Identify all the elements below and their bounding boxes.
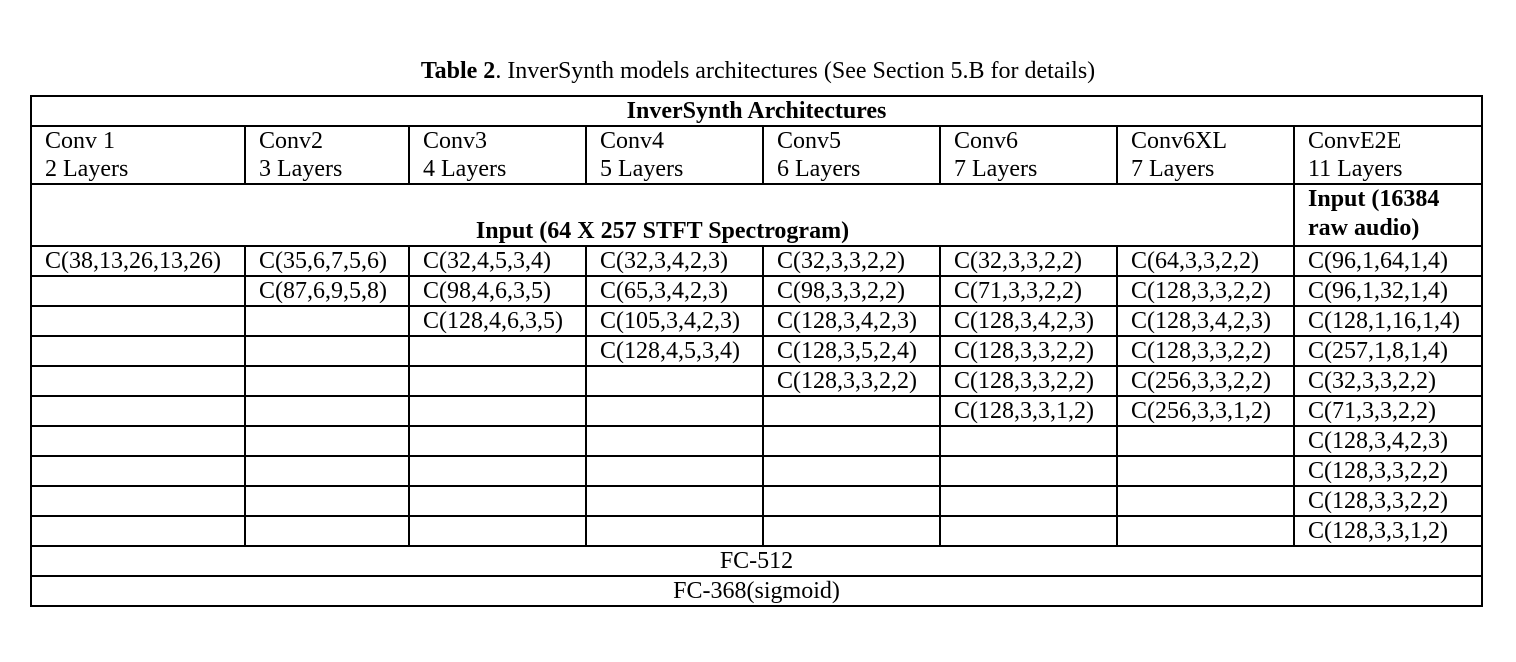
column-name: Conv 1 [31, 126, 245, 155]
input-raw-audio-line1: Input (16384 [1308, 186, 1440, 212]
layer-cell: C(128,3,3,2,2) [1294, 456, 1482, 486]
layer-cell [586, 366, 763, 396]
column-name-row [31, 126, 1482, 155]
layer-cell [245, 366, 409, 396]
layer-cell [763, 396, 940, 426]
layer-cell [940, 486, 1117, 516]
layer-cell [409, 456, 586, 486]
layer-cell: C(32,3,3,2,2) [763, 246, 940, 276]
layer-cell: C(65,3,4,2,3) [586, 276, 763, 306]
table-row [31, 456, 1482, 486]
table-row [31, 396, 1482, 426]
layer-cell [1117, 456, 1294, 486]
layer-cell: C(105,3,4,2,3) [586, 306, 763, 336]
layer-cell: C(128,3,3,2,2) [763, 366, 940, 396]
layer-cell: C(128,3,3,1,2) [940, 396, 1117, 426]
layer-cell: C(71,3,3,2,2) [940, 276, 1117, 306]
layer-cell [1117, 516, 1294, 546]
layer-cell [245, 516, 409, 546]
column-name: Conv6 [940, 126, 1117, 155]
table-row [31, 306, 1482, 336]
layer-cell [940, 426, 1117, 456]
layer-cell [31, 516, 245, 546]
input-row [31, 184, 1482, 246]
layer-cell: C(128,4,6,3,5) [409, 306, 586, 336]
column-name: ConvE2E [1294, 126, 1482, 155]
layer-cell [31, 396, 245, 426]
layer-cell [586, 396, 763, 426]
table-row [31, 336, 1482, 366]
layer-cell: C(128,3,4,2,3) [940, 306, 1117, 336]
layer-cell [409, 366, 586, 396]
layer-cell: C(128,3,5,2,4) [763, 336, 940, 366]
layer-cell [245, 426, 409, 456]
table-title: InverSynth Architectures [31, 96, 1482, 126]
layer-count: 7 Layers [940, 155, 1117, 184]
layer-cell: C(32,3,3,2,2) [1294, 366, 1482, 396]
layer-cell: C(98,4,6,3,5) [409, 276, 586, 306]
fc-row [31, 546, 1482, 576]
layer-cell: C(32,3,4,2,3) [586, 246, 763, 276]
layer-cell [245, 336, 409, 366]
layer-cell [31, 426, 245, 456]
column-name: Conv4 [586, 126, 763, 155]
layer-cell [1117, 486, 1294, 516]
table-row [31, 426, 1482, 456]
layer-cell: C(64,3,3,2,2) [1117, 246, 1294, 276]
layer-cell: C(98,3,3,2,2) [763, 276, 940, 306]
layer-cell: C(128,3,3,2,2) [940, 336, 1117, 366]
table-row [31, 366, 1482, 396]
layer-count-row [31, 155, 1482, 184]
layer-cell [409, 486, 586, 516]
layer-cell: C(128,3,4,2,3) [763, 306, 940, 336]
table-row [31, 276, 1482, 306]
layer-cell [940, 456, 1117, 486]
input-raw-audio-line2: raw audio) [1308, 215, 1420, 241]
layer-cell [245, 456, 409, 486]
layer-cell [763, 426, 940, 456]
layer-cell: C(32,4,5,3,4) [409, 246, 586, 276]
table-row [31, 486, 1482, 516]
layer-cell [245, 486, 409, 516]
title-row [31, 96, 1482, 126]
fc-row [31, 576, 1482, 606]
layer-count: 3 Layers [245, 155, 409, 184]
layer-cell: C(35,6,7,5,6) [245, 246, 409, 276]
layer-cell: C(38,13,26,13,26) [31, 246, 245, 276]
layer-cell [31, 456, 245, 486]
layer-cell [409, 336, 586, 366]
layer-cell [409, 426, 586, 456]
layer-cell: C(128,3,3,2,2) [1117, 336, 1294, 366]
layer-cell [763, 516, 940, 546]
layer-cell: C(71,3,3,2,2) [1294, 396, 1482, 426]
layer-cell: C(256,3,3,2,2) [1117, 366, 1294, 396]
layer-cell: C(96,1,64,1,4) [1294, 246, 1482, 276]
caption-label: Table 2 [420, 58, 496, 84]
column-name: Conv5 [763, 126, 940, 155]
fc-layer: FC-512 [31, 546, 1482, 576]
layer-cell [586, 456, 763, 486]
layer-cell [586, 486, 763, 516]
layer-count: 2 Layers [31, 155, 245, 184]
input-spectrogram: Input (64 X 257 STFT Spectrogram) [31, 184, 1294, 246]
layer-cell: C(128,3,4,2,3) [1294, 426, 1482, 456]
table-caption [0, 56, 1516, 86]
input-raw-audio [1294, 184, 1482, 246]
layer-cell [1117, 426, 1294, 456]
layer-cell: C(128,3,3,2,2) [1117, 276, 1294, 306]
layer-cell: C(128,3,4,2,3) [1117, 306, 1294, 336]
layer-cell [586, 426, 763, 456]
layer-cell: C(128,3,3,1,2) [1294, 516, 1482, 546]
layer-cell: C(128,4,5,3,4) [586, 336, 763, 366]
layer-count: 6 Layers [763, 155, 940, 184]
layer-cell: C(96,1,32,1,4) [1294, 276, 1482, 306]
layer-cell [763, 486, 940, 516]
layer-cell [409, 396, 586, 426]
layer-cell [245, 306, 409, 336]
layer-cell [31, 306, 245, 336]
table-row [31, 516, 1482, 546]
layer-cell [763, 456, 940, 486]
layer-cell [586, 516, 763, 546]
layer-cell [245, 396, 409, 426]
layer-cell: C(32,3,3,2,2) [940, 246, 1117, 276]
layer-count: 7 Layers [1117, 155, 1294, 184]
layer-cell: C(257,1,8,1,4) [1294, 336, 1482, 366]
layer-cell: C(128,3,3,2,2) [1294, 486, 1482, 516]
layer-count: 5 Layers [586, 155, 763, 184]
table-row [31, 246, 1482, 276]
layer-cell: C(128,1,16,1,4) [1294, 306, 1482, 336]
column-name: Conv2 [245, 126, 409, 155]
layer-count: 11 Layers [1294, 155, 1482, 184]
layer-cell: C(87,6,9,5,8) [245, 276, 409, 306]
layer-cell [31, 276, 245, 306]
layer-cell [31, 336, 245, 366]
layer-cell [31, 366, 245, 396]
fc-layer: FC-368(sigmoid) [31, 576, 1482, 606]
layer-cell [31, 486, 245, 516]
layer-cell: C(256,3,3,1,2) [1117, 396, 1294, 426]
caption-text: . InverSynth models architectures (See Section 5.B for details) [495, 58, 1096, 84]
architecture-table [30, 95, 1483, 607]
layer-cell [409, 516, 586, 546]
layer-count: 4 Layers [409, 155, 586, 184]
layer-cell: C(128,3,3,2,2) [940, 366, 1117, 396]
column-name: Conv3 [409, 126, 586, 155]
column-name: Conv6XL [1117, 126, 1294, 155]
layer-cell [940, 516, 1117, 546]
